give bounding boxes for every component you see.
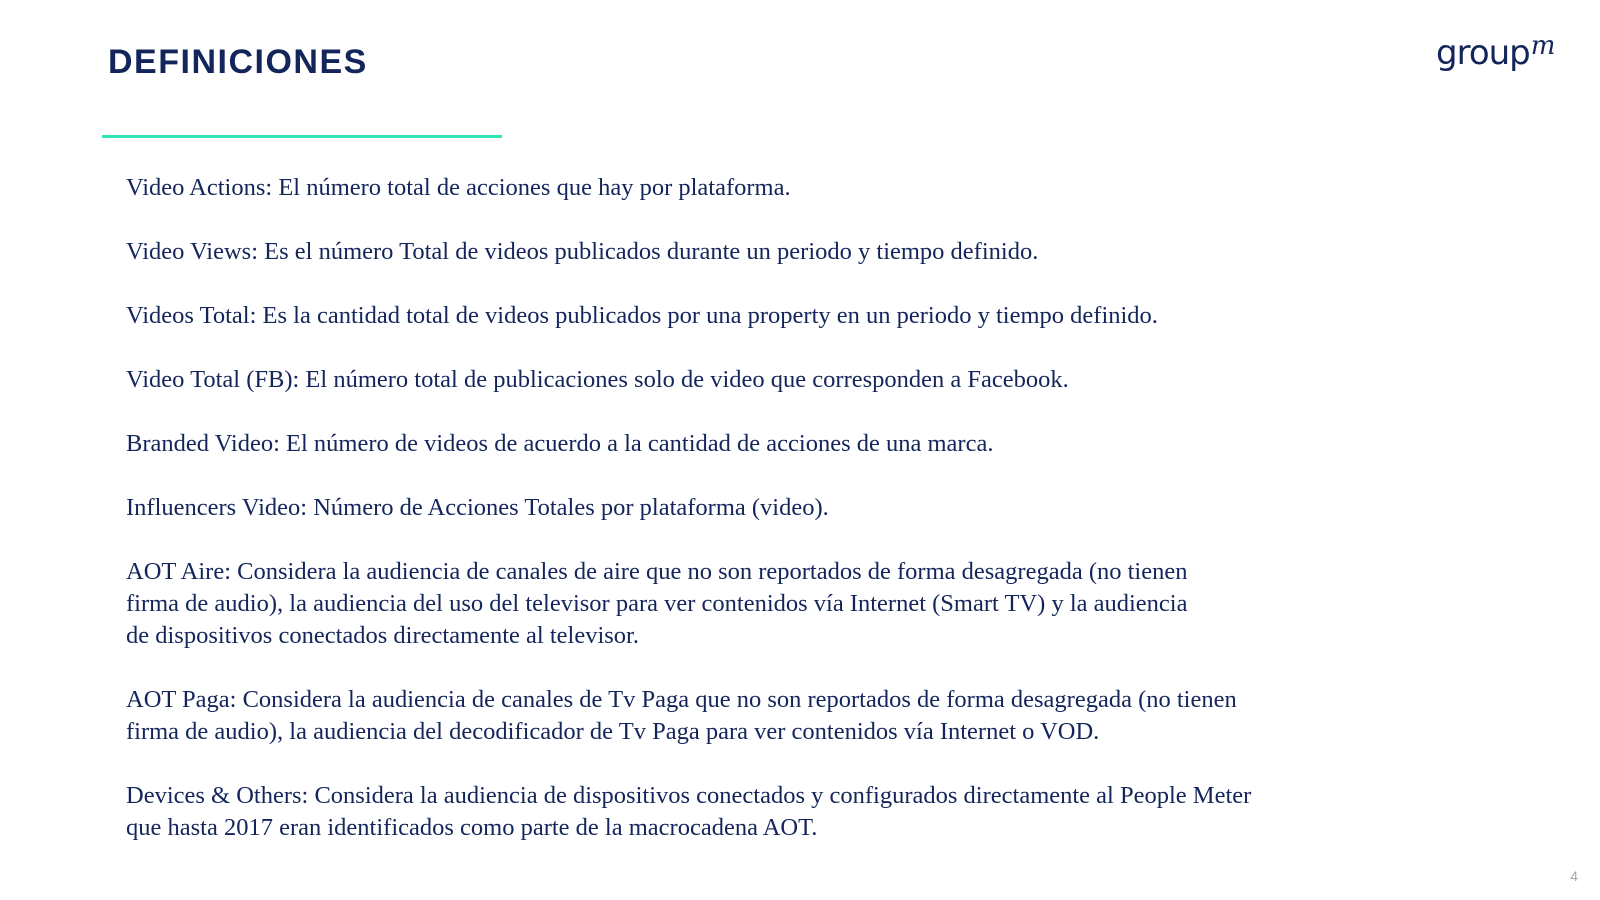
page-number: 4 [1570, 868, 1578, 884]
definition-influencers-video: Influencers Video: Número de Acciones Totales por plataforma (video). [126, 494, 829, 521]
definition-branded-video: Branded Video: El número de videos de acuerdo a la cantidad de acciones de una marca. [126, 430, 994, 457]
logo-wordmark: group [1436, 33, 1530, 73]
title-underline [102, 135, 502, 138]
logo-superscript: m [1530, 31, 1556, 61]
definition-video-actions: Video Actions: El número total de acciones que hay por plataforma. [126, 174, 791, 201]
definition-video-total-fb: Video Total (FB): El número total de publicaciones solo de video que corresponden a Facebook. [126, 366, 1069, 393]
definition-aot-paga: AOT Paga: Considera la audiencia de canales de Tv Paga que no son reportados de forma desagregada (no tienen firma de audio), la audiencia del decodificador de Tv Paga para ver contenidos vía Internet o VOD. [126, 686, 1237, 745]
page-title: DEFINICIONES [108, 43, 368, 81]
definition-aot-aire: AOT Aire: Considera la audiencia de canales de aire que no son reportados de forma desagregada (no tienen firma de audio), la audiencia del uso del televisor para ver contenidos vía Internet (Smart TV) y la audiencia de dispositivos conectados directamente al televisor. [126, 558, 1188, 649]
definition-video-views: Video Views: Es el número Total de videos publicados durante un periodo y tiempo definido. [126, 238, 1039, 265]
definition-videos-total: Videos Total: Es la cantidad total de videos publicados por una property en un periodo y tiempo definido. [126, 302, 1158, 329]
definition-devices-others: Devices & Others: Considera la audiencia de dispositivos conectados y configurados directamente al People Meter que hasta 2017 eran identificados como parte de la macrocadena AOT. [126, 782, 1252, 841]
groupm-logo [1436, 31, 1556, 73]
definitions-list [126, 172, 1496, 876]
